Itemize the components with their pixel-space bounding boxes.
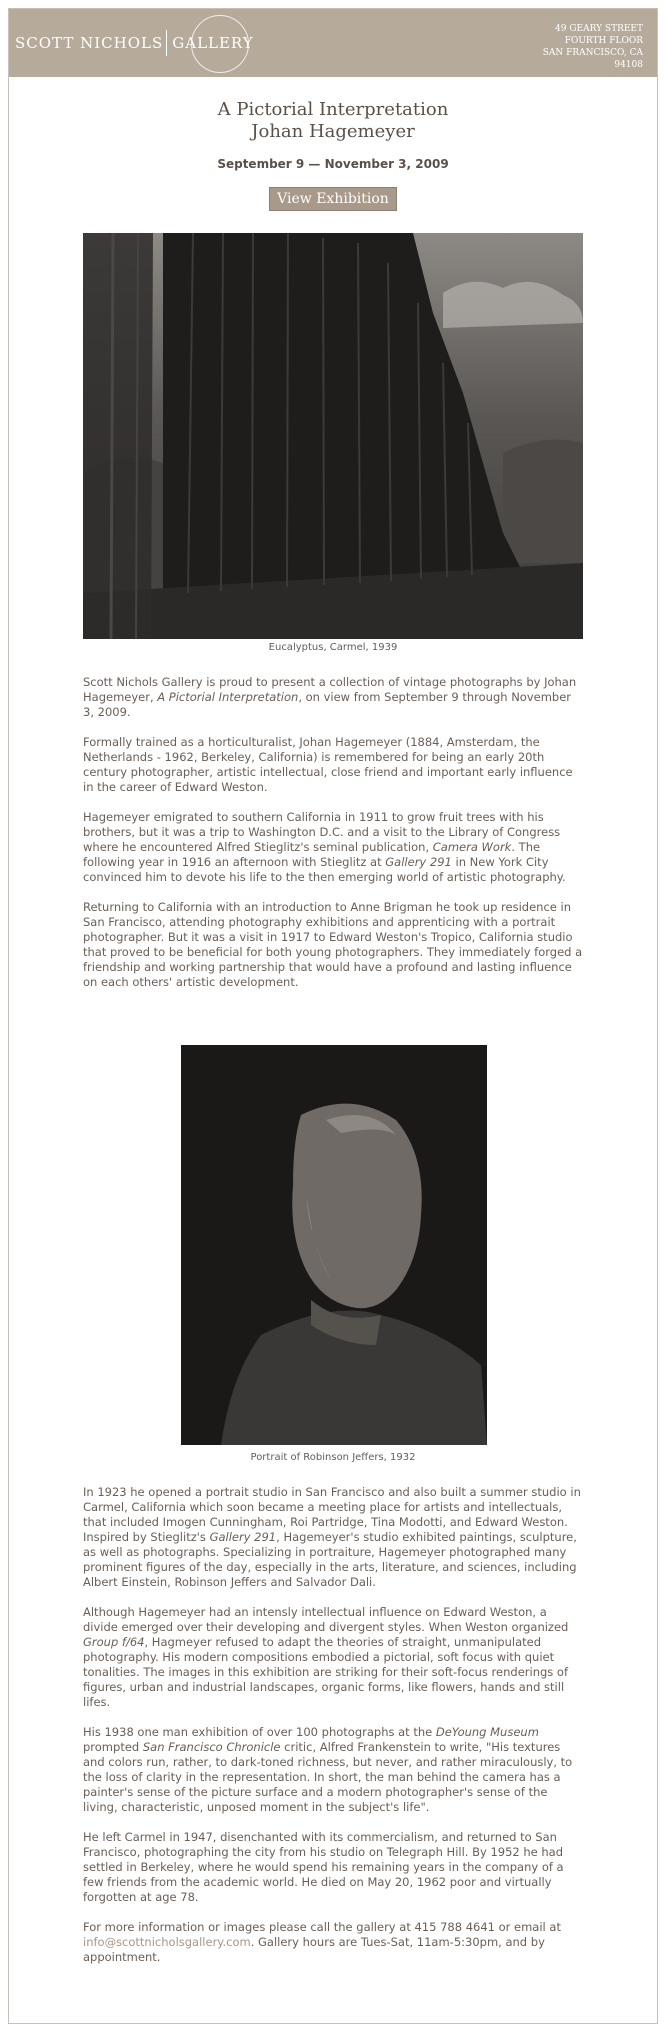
paragraph bbox=[83, 810, 583, 885]
text-run: His 1938 one man exhibition of over 100 photographs at the bbox=[83, 1725, 436, 1739]
artist-name: Johan Hagemeyer bbox=[251, 121, 415, 142]
photo-caption: Eucalyptus, Carmel, 1939 bbox=[268, 642, 398, 653]
header-bar bbox=[9, 9, 657, 77]
logo-gallery bbox=[170, 34, 255, 52]
gallery-title: Gallery 291 bbox=[209, 1530, 277, 1544]
exhibition-title: A Pictorial Interpretation bbox=[217, 99, 449, 120]
paragraph bbox=[83, 675, 583, 720]
text-run: Scott Nichols Gallery is proud to present a collection of vintage photographs by Johan Hagemeyer, bbox=[83, 675, 577, 704]
eucalyptus-photo[interactable] bbox=[83, 233, 583, 639]
logo-divider bbox=[166, 30, 167, 56]
publication-title: Camera Work bbox=[432, 840, 512, 854]
gallery-title: Gallery 291 bbox=[385, 855, 452, 869]
address-line: 94108 bbox=[614, 60, 643, 70]
exhibition-dates: September 9 — November 3, 2009 bbox=[217, 157, 449, 171]
email-link[interactable]: info@scottnicholsgallery.com bbox=[83, 1935, 251, 1949]
text-run: In 1923 he opened a portrait studio in San Francisco and also built a summer studio in Carmel, California which soon became a meeting place for artists and intellectuals, that included Imogen Cunningham, Roi Partridge, Tina Modotti, and Edward Weston. Inspired by Stieglitz's bbox=[83, 1485, 581, 1544]
text-run: . The following year in 1916 an afternoon with Stieglitz at bbox=[83, 840, 541, 869]
museum-title: DeYoung Museum bbox=[435, 1725, 539, 1739]
paragraph: Returning to California with an introduction to Anne Brigman he took up residence in San Francisco, attending photography exhibitions and apprenticing with a portrait photographer. But it was a visit in 1917 to Edward Weston's Tropico, California studio that proved to be beneficial for both young photographers. They immediately forged a friendship and working partnership that would have a profound and lasting influence on each others' artistic development. bbox=[83, 900, 583, 989]
paragraph bbox=[83, 1485, 583, 1590]
exhibition-header bbox=[9, 99, 657, 211]
text-run: For more information or images please call the gallery at 415 788 4641 or email at bbox=[83, 1920, 561, 1934]
group-title: Group f/64 bbox=[83, 1635, 145, 1649]
text-run: Although Hagemeyer had an intensly intellectual influence on Edward Weston, a divide emerged over their developing and divergent styles. When Weston organized bbox=[83, 1605, 569, 1634]
text-run: , Hagemeyer's studio exhibited paintings, sculpture, as well as photographs. Specializing in portraiture, Hagemeyer photographed many prominent figures of the day, especially in the arts, literature, and sciences, including Albert Einstein, Robinson Jeffers and Salvador Dali. bbox=[83, 1530, 577, 1589]
text-run: . Gallery hours are Tues-Sat, 11am-5:30pm, and by appointment. bbox=[83, 1935, 545, 1964]
jeffers-portrait-photo[interactable] bbox=[181, 1045, 487, 1445]
eucalyptus-image bbox=[83, 233, 583, 639]
logo-gallery-text: GALLERY bbox=[172, 34, 254, 52]
newspaper-title: San Francisco Chronicle bbox=[142, 1740, 281, 1754]
gallery-logo[interactable] bbox=[15, 19, 256, 67]
paragraph bbox=[83, 1605, 583, 1710]
text-run: critic, Alfred Frankenstein to write, "His textures and colors run, rather, to dark-toned richness, but never, and rather miraculously, to the loss of clarity in the representation. In short, the man behind the camera has a painter's sense of the picture surface and a modern photographer's sense of the living, characteristic, unposed moment in the subject's life". bbox=[83, 1740, 573, 1814]
exhibition-title-italic: A Pictorial Interpretation bbox=[157, 690, 299, 704]
address-line: FOURTH FLOOR bbox=[564, 36, 643, 46]
address-line: SAN FRANCISCO, CA bbox=[542, 48, 643, 58]
text-run: , on view from September 9 through November 3, 2009. bbox=[83, 690, 572, 719]
text-run: Hagemeyer emigrated to southern California in 1911 to grow fruit trees with his brothers, but it was a trip to Washington D.C. and a visit to the Library of Congress where he encountered Alfred Stieglitz's seminal publication, bbox=[83, 810, 561, 854]
paragraph bbox=[83, 1725, 583, 1815]
logo-circle bbox=[191, 15, 249, 73]
address-line: 49 GEARY STREET bbox=[555, 24, 643, 34]
text-run: in New York City convinced him to devote his life to the then emerging world of artistic photography. bbox=[83, 855, 566, 884]
gallery-address bbox=[543, 23, 643, 71]
newsletter bbox=[8, 8, 658, 2024]
paragraph: Formally trained as a horticulturalist, Johan Hagemeyer (1884, Amsterdam, the Netherlands - 1962, Berkeley, California) is remembered for being an early 20th century photographer, artistic intellectual, close friend and important early influence in the career of Edward Weston. bbox=[83, 735, 573, 794]
text-run: prompted bbox=[83, 1740, 143, 1754]
text-run: , Hagmeyer refused to adapt the theories of straight, unmanipulated photography. His modern compositions embodied a pictorial, soft focus with quiet tonalities. The images in this exhibition are striking for their soft-focus renderings of figures, urban and industrial landscapes, organic forms, like flowers, hands and still lifes. bbox=[83, 1635, 569, 1709]
paragraph: He left Carmel in 1947, disenchanted with its commercialism, and returned to San Francisco, photographing the city from his studio on Telegraph Hill. By 1952 he had settled in Berkeley, where he would spend his remaining years in the company of a few friends from the academic world. He died on May 20, 1962 poor and virtually forgotten at age 78. bbox=[83, 1830, 564, 1904]
logo-name: SCOTT NICHOLS bbox=[15, 34, 164, 52]
portrait-image bbox=[181, 1045, 487, 1445]
article-body-1 bbox=[83, 675, 583, 1005]
photo-caption: Portrait of Robinson Jeffers, 1932 bbox=[250, 1452, 416, 1463]
paragraph bbox=[83, 1920, 583, 1965]
view-exhibition-button[interactable]: View Exhibition bbox=[269, 187, 397, 211]
article-body-2 bbox=[83, 1485, 583, 1980]
